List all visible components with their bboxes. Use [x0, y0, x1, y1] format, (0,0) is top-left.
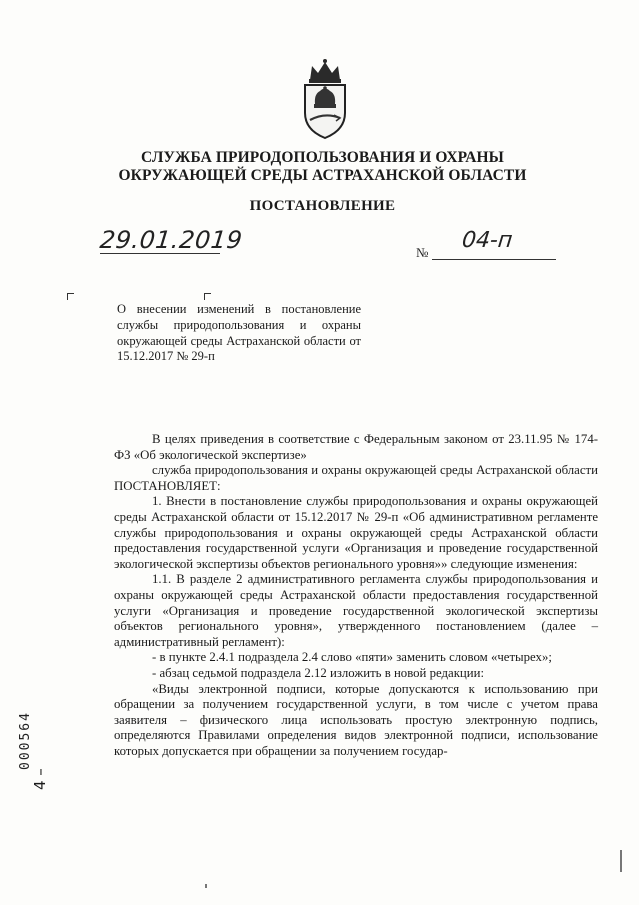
paragraph: 1.1. В разделе 2 административного регламента службы природопользования и охраны окружающей среды Астраханской области предоставления государственной услуги «Организация и проведение государственной экологической экспертизы объектов регионального уровня», утвержденного постановлением (далее – административный регламент): — [114, 572, 598, 649]
handwritten-number: 04-п — [460, 228, 514, 253]
number-underline — [432, 259, 556, 260]
corner-bracket-left — [67, 293, 74, 300]
authority-line-2: ОКРУЖАЮЩЕЙ СРЕДЫ АСТРАХАНСКОЙ ОБЛАСТИ — [118, 167, 527, 184]
number-label: № — [416, 245, 429, 260]
handwritten-date: 29.01.2019 — [98, 226, 244, 254]
date-underline — [100, 253, 220, 254]
paragraph: В целях приведения в соответствие с Федеральным законом от 23.11.95 № 174-ФЗ «Об экологической экспертизе» — [114, 432, 598, 462]
corner-bracket-right — [204, 293, 211, 300]
paragraph: служба природопользования и охраны окружающей среды Астраханской области ПОСТАНОВЛЯЕТ: — [114, 463, 598, 493]
scan-artifact — [205, 884, 207, 888]
paragraph: - в пункте 2.4.1 подраздела 2.4 слово «пяти» заменить словом «четырех»; — [152, 650, 552, 665]
paragraph: 1. Внести в постановление службы природопользования и охраны окружающей среды Астраханской области от 15.12.2017 № 29-п «Об административном регламенте службы природопользования и охраны окружающей среды Астраханской области предоставления государственной услуги «Организация и проведение государственной экологической экспертизы объектов регионального уровня»» следующие изменения: — [114, 494, 598, 571]
issuing-authority — [90, 149, 555, 185]
paragraph: - абзац седьмой подраздела 2.12 изложить в новой редакции: — [152, 665, 485, 680]
coat-of-arms-emblem — [296, 58, 354, 140]
side-serial-number: 000564 — [18, 711, 33, 770]
side-serial-prefix: 4 – — [31, 768, 49, 790]
scan-artifact — [620, 850, 622, 872]
body-text — [114, 432, 598, 759]
authority-line-1: СЛУЖБА ПРИРОДОПОЛЬЗОВАНИЯ И ОХРАНЫ — [141, 149, 504, 166]
paragraph: «Виды электронной подписи, которые допускаются к использованию при обращении за получением государственной услуги, в том числе с учетом права заявителя – физического лица использовать простую электронную подпись, определяются Правилами определения видов электронной подписи, использование которых допускается при обращении за получением государ- — [114, 681, 598, 758]
subject-block: О внесении изменений в постановление службы природопользования и охраны окружающей среды Астраханской области от 15.12.2017 № 29-п — [117, 302, 361, 364]
document-type-title: ПОСТАНОВЛЕНИЕ — [249, 198, 396, 214]
